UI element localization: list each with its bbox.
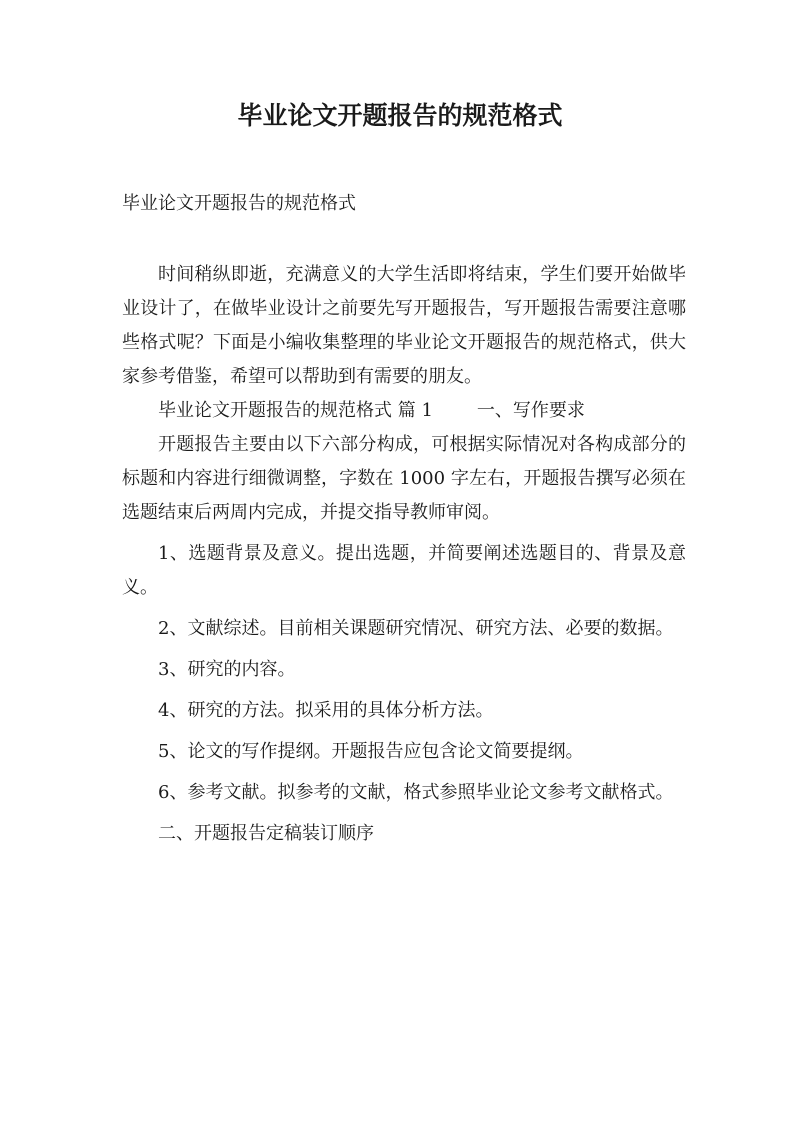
list-item: 6、参考文献。拟参考的文献，格式参照毕业论文参考文献格式。 xyxy=(158,782,674,803)
section-heading xyxy=(122,394,686,428)
section-subheading: 一、写作要求 xyxy=(476,400,585,421)
document-subtitle: 毕业论文开题报告的规范格式 xyxy=(122,193,356,214)
requirements-paragraph: 开题报告主要由以下六部分构成，可根据实际情况对各构成部分的标题和内容进行细微调整，字数在 1000 字左右，开题报告撰写必须在选题结束后两周内完成，并提交指导教师审阅。 xyxy=(122,434,686,523)
section-heading-label: 毕业论文开题报告的规范格式 篇 1 xyxy=(158,400,433,421)
intro-paragraph: 时间稍纵即逝，充满意义的大学生活即将结束，学生们要开始做毕业设计了，在做毕业设计之前要先写开题报告，写开题报告需要注意哪些格式呢？下面是小编收集整理的毕业论文开题报告的规范格式，供大家参考借鉴，希望可以帮助到有需要的朋友。 xyxy=(122,264,686,387)
list-item: 3、研究的内容。 xyxy=(158,659,296,680)
section-two-heading: 二、开题报告定稿装订顺序 xyxy=(158,823,374,844)
list-item: 1、选题背景及意义。提出选题，并简要阐述选题目的、背景及意义。 xyxy=(122,543,686,598)
list-item: 5、论文的写作提纲。开题报告应包含论文简要提纲。 xyxy=(158,741,584,762)
document-body xyxy=(122,258,686,851)
list-item: 2、文献综述。目前相关课题研究情况、研究方法、必要的数据。 xyxy=(158,618,674,639)
list-item: 4、研究的方法。拟采用的具体分析方法。 xyxy=(158,700,494,721)
document-title: 毕业论文开题报告的规范格式 xyxy=(237,101,563,130)
